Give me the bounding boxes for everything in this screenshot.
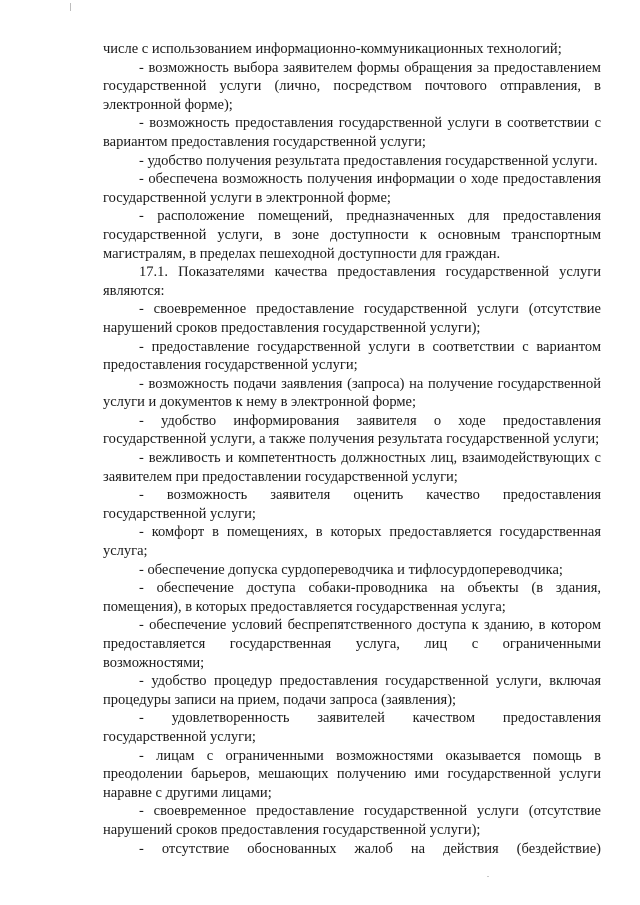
paragraph: - удовлетворенность заявителей качеством предоставления государственной услуги; [103, 710, 601, 745]
paragraph: - обеспечение условий беспрепятственного доступа к зданию, в котором предоставляется государственная услуга, лиц с ограниченными возможностями; [103, 617, 601, 671]
document-body [103, 40, 601, 858]
paragraph: - удобство получения результата предоставления государственной услуги. [139, 152, 598, 169]
paragraph: числе с использованием информационно-коммуникационных технологий; [103, 41, 562, 57]
paragraph: - возможность выбора заявителем формы обращения за предоставлением государственной услуги (лично, посредством почтового отправления, в электронной форме); [103, 59, 601, 113]
paragraph: - отсутствие обоснованных жалоб на действия (бездействие) [139, 840, 601, 857]
paragraph: - расположение помещений, предназначенных для предоставления государственной услуги, в зоне доступности к основным транспортным магистралям, в пределах пешеходной доступности для граждан. [103, 208, 601, 262]
scan-mark [70, 3, 71, 11]
paragraph: - своевременное предоставление государственной услуги (отсутствие нарушений сроков предоставления государственной услуги); [103, 803, 601, 838]
paragraph: - обеспечение доступа собаки-проводника на объекты (в здания, помещения), в которых предоставляется государственная услуга; [103, 580, 601, 615]
paragraph: - лицам с ограниченными возможностями оказывается помощь в преодолении барьеров, мешающих получению ими государственной услуги наравне с другими лицами; [103, 747, 601, 801]
paragraph: - своевременное предоставление государственной услуги (отсутствие нарушений сроков предоставления государственной услуги); [103, 301, 601, 336]
paragraph: - удобство информирования заявителя о ходе предоставления государственной услуги, а также получения результата государственной услуги; [103, 412, 601, 448]
paragraph: - удобство процедур предоставления государственной услуги, включая процедуры записи на прием, подачи запроса (заявления); [103, 673, 601, 708]
paragraph: - обеспечение допуска сурдопереводчика и тифлосурдопереводчика; [139, 561, 563, 578]
paragraph: 17.1. Показателями качества предоставления государственной услуги являются: [103, 264, 601, 299]
paragraph: - обеспечена возможность получения информации о ходе предоставления государственной услуги в электронной форме; [103, 171, 601, 206]
paragraph: - комфорт в помещениях, в которых предоставляется государственная услуга; [103, 524, 601, 560]
paragraph: - возможность подачи заявления (запроса) на получение государственной услуги и документов к нему в электронной форме; [103, 375, 601, 411]
scan-dot [487, 876, 489, 877]
paragraph: - вежливость и компетентность должностных лиц, взаимодействующих с заявителем при предоставлении государственной услуги; [103, 450, 601, 485]
paragraph: - возможность заявителя оценить качество предоставления государственной услуги; [103, 487, 601, 522]
paragraph: - возможность предоставления государственной услуги в соответствии с вариантом предоставления государственной услуги; [103, 115, 601, 150]
paragraph: - предоставление государственной услуги в соответствии с вариантом предоставления государственной услуги; [103, 338, 601, 374]
